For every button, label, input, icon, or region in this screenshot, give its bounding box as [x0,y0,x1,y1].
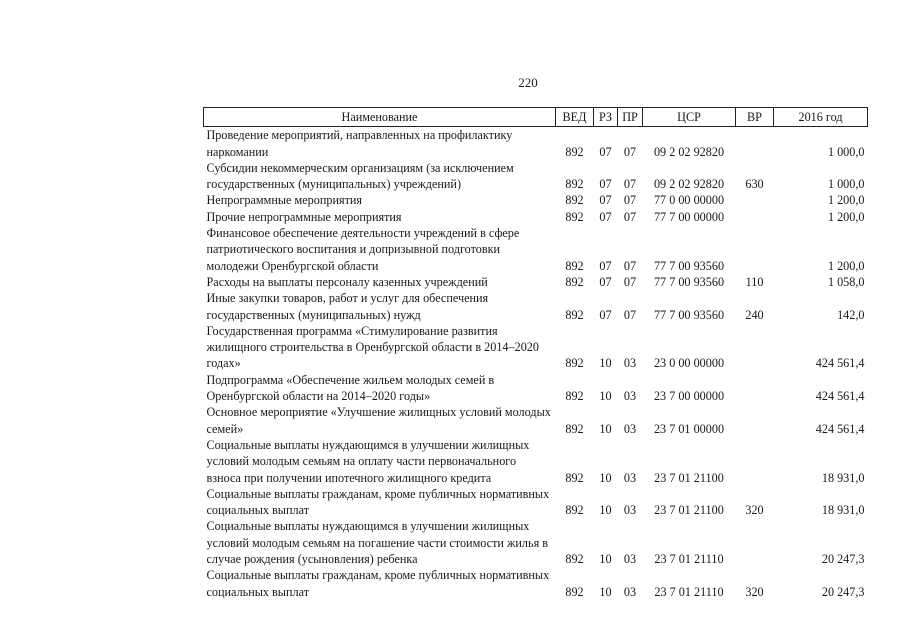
row-amount: 424 561,4 [815,389,865,404]
table-row [204,192,868,208]
row-pr: 03 [623,421,637,436]
row-name: Социальные выплаты нуждающимся в улучшении жилищных условий молодым семьям на погашение части стоимости жилья в случае рождения (усыновления) ребенка [206,519,548,567]
table-row [204,127,868,160]
row-amount: 20 247,3 [821,552,865,567]
row-rz: 10 [599,421,612,436]
row-rz: 10 [599,552,612,567]
row-csr: 23 7 01 21110 [654,584,724,599]
row-vr: 630 [745,177,764,192]
row-ved: 892 [565,421,584,436]
row-ved: 892 [565,356,584,371]
page-number: 220 [518,75,538,90]
row-amount: 1 000,0 [827,177,865,192]
header-csr: ЦСР [643,108,736,127]
row-ved: 892 [565,584,584,599]
row-name: Иные закупки товаров, работ и услуг для обеспечения государственных (муниципальных) нужд [206,291,489,322]
row-name: Социальные выплаты нуждающимся в улучшении жилищных условий молодым семьям на оплату части первоначального взноса при получении ипотечного жилищного кредита [206,437,530,485]
row-csr: 23 7 01 21100 [654,470,724,485]
table-row [204,567,868,600]
row-csr: 77 7 00 93560 [653,307,725,322]
table-row [204,437,868,486]
row-pr: 03 [623,584,637,599]
row-name: Подпрограмма «Обеспечение жильем молодых семей в Оренбургской области на 2014–2020 годы» [206,372,495,404]
row-amount: 424 561,4 [815,356,865,371]
row-csr: 77 7 00 93560 [653,274,725,289]
row-vr [736,323,774,372]
row-ved: 892 [565,552,584,567]
row-amount: 424 561,4 [815,421,865,436]
row-amount: 1 000,0 [827,144,865,159]
table-row [204,274,868,290]
row-pr: 03 [623,503,637,518]
row-csr: 23 7 01 21100 [654,503,724,518]
row-csr: 09 2 02 92820 [653,144,725,159]
row-vr [736,518,774,567]
table-row [204,225,868,274]
row-vr [736,225,774,274]
row-name: Государственная программа «Стимулирование развития жилищного строительства в Оренбургской области в 2014–2020 годах» [206,323,539,371]
row-pr: 07 [623,144,637,159]
row-pr: 03 [623,552,637,567]
row-vr [736,209,774,225]
row-ved: 892 [565,389,584,404]
row-vr [736,127,774,160]
row-name: Финансовое обеспечение деятельности учреждений в сфере патриотического воспитания и допризывной подготовки молодежи Оренбургской области [206,226,520,273]
row-name: Социальные выплаты гражданам, кроме публичных нормативных социальных выплат [206,568,550,599]
row-rz: 10 [599,503,612,518]
row-csr: 23 7 00 00000 [653,389,725,404]
row-name: Основное мероприятие «Улучшение жилищных условий молодых семей» [206,405,551,436]
row-name: Проведение мероприятий, направленных на профилактику наркомании [206,128,513,159]
row-vr: 320 [745,503,764,518]
row-rz: 07 [599,274,612,289]
row-pr: 03 [623,356,637,371]
header-rz: РЗ [594,108,618,127]
row-ved: 892 [565,209,584,224]
row-vr [736,437,774,486]
row-rz: 07 [599,209,612,224]
row-name: Социальные выплаты гражданам, кроме публичных нормативных социальных выплат [206,486,550,518]
row-pr: 07 [623,307,637,322]
row-csr: 23 0 00 00000 [653,356,725,371]
row-vr [736,372,774,405]
row-ved: 892 [565,177,584,192]
row-ved: 892 [565,274,584,289]
row-ved: 892 [565,144,584,159]
header-row [204,108,868,127]
row-pr: 07 [623,274,637,289]
row-amount: 1 200,0 [827,193,865,208]
row-amount: 1 200,0 [827,209,865,224]
row-ved: 892 [565,258,584,273]
row-rz: 10 [599,389,612,404]
row-csr: 23 7 01 00000 [653,421,725,436]
row-amount: 18 931,0 [821,470,865,485]
row-amount: 20 247,3 [821,584,865,599]
table-row [204,486,868,519]
table-row [204,404,868,437]
row-rz: 07 [599,258,612,273]
budget-table [203,107,868,600]
table-body [204,127,868,600]
table-row [204,160,868,193]
row-rz: 07 [599,193,612,208]
row-csr: 77 7 00 93560 [653,258,725,273]
row-vr [736,192,774,208]
row-rz: 10 [599,470,612,485]
row-rz: 07 [599,307,612,322]
table-row [204,290,868,323]
row-amount: 142,0 [837,307,865,322]
row-ved: 892 [565,193,584,208]
row-csr: 23 7 01 21110 [654,552,724,567]
row-ved: 892 [565,307,584,322]
row-csr: 77 7 00 00000 [653,209,725,224]
row-vr: 240 [745,307,764,322]
row-rz: 07 [599,144,612,159]
table-row [204,518,868,567]
row-pr: 07 [623,177,637,192]
row-rz: 10 [599,356,612,371]
row-vr: 110 [745,274,764,289]
row-csr: 09 2 02 92820 [653,177,725,192]
table-row [204,209,868,225]
table-header [204,108,868,127]
row-amount: 1 200,0 [827,258,865,273]
row-csr: 77 0 00 00000 [653,193,725,208]
row-pr: 03 [623,389,637,404]
table-row [204,323,868,372]
row-amount: 18 931,0 [821,503,865,518]
row-name: Прочие непрограммные мероприятия [206,209,402,224]
row-vr: 320 [745,584,764,599]
header-ved: ВЕД [556,108,594,127]
header-vr: ВР [736,108,774,127]
header-name: Наименование [204,108,556,127]
row-name: Непрограммные мероприятия [206,193,363,208]
row-name: Субсидии некоммерческим организациям (за исключением государственных (муниципальных) учреждений) [206,160,514,192]
row-rz: 07 [599,177,612,192]
row-name: Расходы на выплаты персоналу казенных учреждений [206,274,488,289]
table-row [204,372,868,405]
row-rz: 10 [599,584,612,599]
row-pr: 07 [623,193,637,208]
row-amount: 1 058,0 [827,274,865,289]
row-pr: 07 [623,258,637,273]
row-ved: 892 [565,503,584,518]
header-pr: ПР [618,108,643,127]
row-pr: 07 [623,209,637,224]
row-vr [736,404,774,437]
header-year: 2016 год [774,108,868,127]
row-ved: 892 [565,470,584,485]
row-pr: 03 [623,470,637,485]
